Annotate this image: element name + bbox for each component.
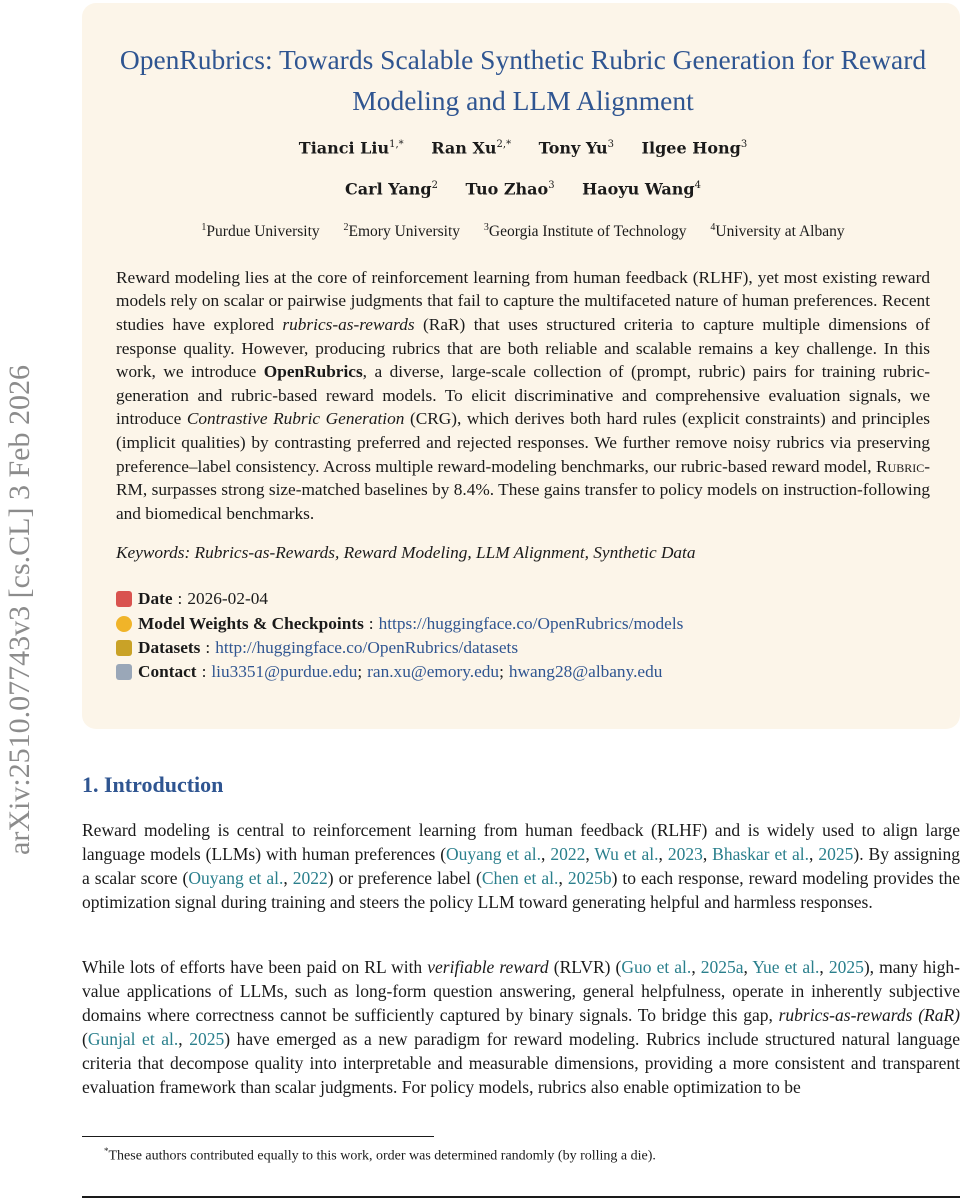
- affiliation: $^4$University at Albany: [710, 221, 845, 240]
- arxiv-side-stamp: arXiv:2510.07743v3 [cs.CL] 3 Feb 2026: [3, 365, 36, 855]
- citation-link[interactable]: Bhaskar et al.: [712, 844, 810, 864]
- keywords: Keywords: Rubrics-as-Rewards, Reward Modeling, LLM Alignment, Synthetic Data: [116, 543, 696, 563]
- citation-link[interactable]: 2023: [667, 844, 703, 864]
- citation-link[interactable]: 2025: [189, 1029, 225, 1049]
- citation-link[interactable]: 2025b: [567, 868, 612, 888]
- abstract-box: [82, 3, 960, 729]
- author: Tianci Liu$^{1,*}$: [298, 138, 404, 158]
- page-bottom-rule: [82, 1196, 960, 1198]
- date-value: 2026-02-04: [187, 589, 268, 609]
- citation-link[interactable]: Ouyang et al.: [188, 868, 284, 888]
- envelope-icon: [116, 664, 132, 680]
- citation-link[interactable]: Wu et al.: [594, 844, 659, 864]
- section-heading-introduction: 1. Introduction: [82, 772, 224, 797]
- affiliation: $^3$Georgia Institute of Technology: [483, 221, 687, 240]
- affiliation: $^1$Purdue University: [201, 221, 320, 240]
- author: Haoyu Wang$^4$: [582, 179, 701, 199]
- intro-paragraph-1: Reward modeling is central to reinforcement learning from human feedback (RLHF) and is widely used to align large language models (LLMs) with human preferences (Ouyang et al., 2022, Wu et al., 2023, Bhaskar et al., 2025). By assigning a scalar score (Ouyang et al., 2022) or preference label (Chen et al., 2025b) to each response, reward modeling provides the optimization signal during training and steers the policy LLM toward generating helpful and harmless responses.: [82, 820, 961, 912]
- citation-link[interactable]: 2025a: [700, 957, 744, 977]
- abstract-text: Reward modeling lies at the core of reinforcement learning from human feedback (RLHF), yet most existing reward models rely on scalar or pairwise judgments that fail to capture the multifaceted nature of human preferences. Recent studies have explored rubrics-as-rewards (RaR) that uses structured criteria to capture multiple dimensions of response quality. However, producing rubrics that are both reliable and scalable remains a key challenge. In this work, we introduce OpenRubrics, a diverse, large-scale collection of (prompt, rubric) pairs for training rubric-generation and rubric-based reward models. To elicit discriminative and comprehensive evaluation signals, we introduce Contrastive Rubric Generation (CRG), which derives both hard rules (explicit constraints) and principles (implicit qualities) by contrasting preferred and rejected responses. We further remove noisy rubrics via preserving preference–label consistency. Across multiple reward-modeling benchmarks, our rubric-based reward model, Rubric-RM, surpasses strong size-matched baselines by 8.4%. These gains transfer to policy models on instruction-following and biomedical benchmarks.: [116, 267, 930, 523]
- affiliation: $^2$Emory University: [343, 221, 461, 240]
- citation-link[interactable]: 2025: [818, 844, 854, 864]
- footnote-divider: [82, 1136, 434, 1137]
- citation-link[interactable]: Chen et al.: [481, 868, 559, 888]
- citation-link[interactable]: Ouyang et al.: [446, 844, 541, 864]
- author: Ran $Xu^{2,*}$: [431, 138, 512, 158]
- citation-link[interactable]: 2025: [828, 957, 864, 977]
- citation-link[interactable]: 2022: [292, 868, 328, 888]
- author: Ilgee Hong$^3$: [641, 138, 748, 158]
- email-link[interactable]: liu3351@purdue.edu: [211, 662, 358, 682]
- author: Carl Yang$^2$: [345, 179, 438, 199]
- footnote: *These authors contributed equally to this work, order was determined randomly (by rolling a die).: [104, 1146, 656, 1164]
- authors-line-1: [116, 135, 930, 158]
- hugging-face-icon: [116, 616, 132, 632]
- weights-link[interactable]: https://huggingface.co/OpenRubrics/models: [378, 613, 684, 633]
- author: Tuo Zhao$^3$: [465, 179, 555, 199]
- meta-weights: Model Weights & Checkpoints : https://huggingface.co/OpenRubrics/models: [116, 612, 930, 636]
- citation-link[interactable]: Guo et al.: [621, 957, 692, 977]
- paper-title: OpenRubrics: Towards Scalable Synthetic Rubric Generation for Reward Modeling and LLM Alignment: [119, 44, 927, 116]
- email-link[interactable]: hwang28@albany.edu: [508, 662, 663, 682]
- email-link[interactable]: ran.xu@emory.edu: [367, 662, 500, 682]
- books-icon: [116, 640, 132, 656]
- metadata-list: [116, 587, 930, 684]
- datasets-link[interactable]: http://huggingface.co/OpenRubrics/datasets: [215, 637, 519, 657]
- affiliations: [116, 218, 930, 242]
- meta-date: Date : 2026-02-04: [116, 587, 930, 611]
- meta-contact: Contact : liu3351@purdue.edu ; ran.xu@emory.edu ; hwang28@albany.edu: [116, 660, 930, 684]
- author: Tony Yu$^3$: [538, 138, 614, 158]
- citation-link[interactable]: Yue et al.: [752, 957, 820, 977]
- citation-link[interactable]: 2022: [550, 844, 586, 864]
- intro-paragraph-2: While lots of efforts have been paid on RL with verifiable reward (RLVR) (Guo et al., 2025a, Yue et al., 2025), many high-value applications of LLMs, such as long-form question answering, general helpfulness, operate in inherently subjective domains where correctness cannot be sufficiently captured by binary signals. To bridge this gap, rubrics-as-rewards (RaR) (Gunjal et al., 2025) have emerged as a new paradigm for reward modeling. Rubrics include structured natural language criteria that decompose quality into interpretable and measurable dimensions, providing a more consistent and transparent evaluation framework than scalar judgments. For policy models, rubrics also enable optimization to be: [82, 957, 961, 1097]
- calendar-icon: [116, 591, 132, 607]
- authors-line-2: [116, 176, 930, 199]
- meta-datasets: Datasets : http://huggingface.co/OpenRubrics/datasets: [116, 636, 930, 660]
- citation-link[interactable]: Gunjal et al.: [87, 1029, 179, 1049]
